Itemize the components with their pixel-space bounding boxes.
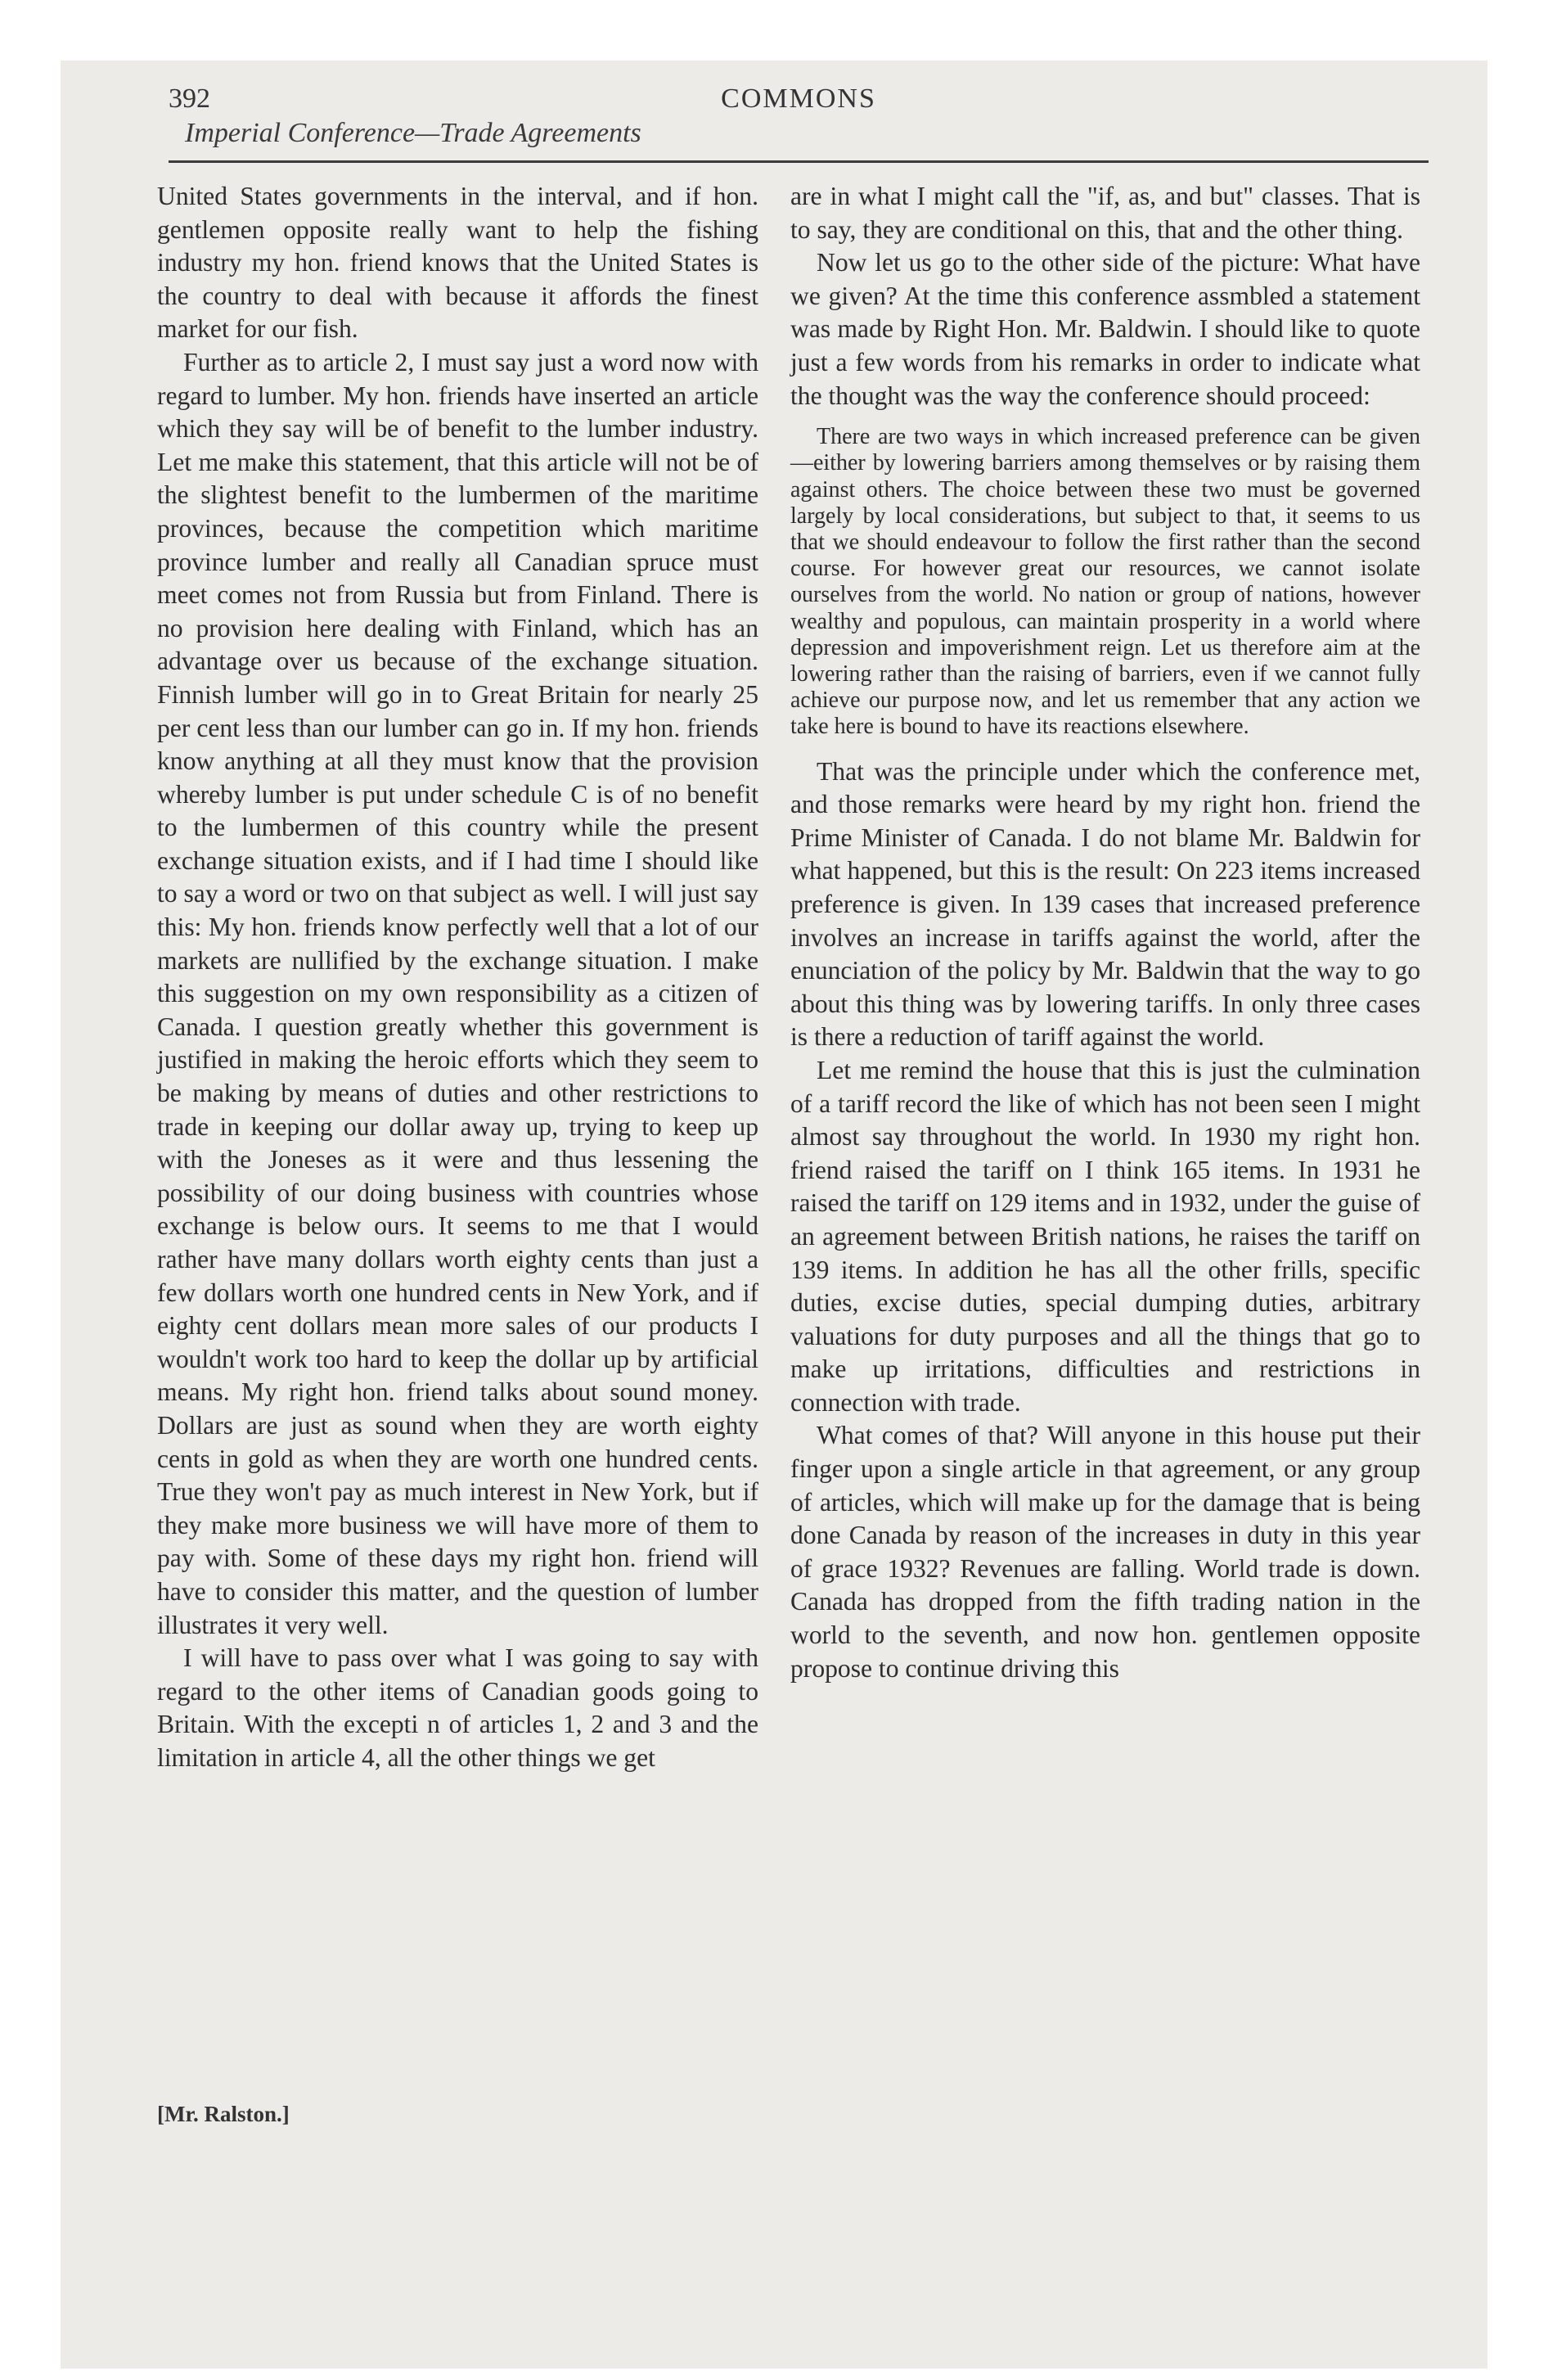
left-paragraph-1: United States governments in the interval, and if hon. gentlemen opposite really want to help the fishing industry my hon. friend knows that the United States is the country to deal with because it affords the finest market for our fish. bbox=[157, 182, 758, 344]
right-paragraph-3: That was the principle under which the conference met, and those remarks were heard by my right hon. friend the Prime Minister of Canada. I do not blame Mr. Baldwin for what happened, but this is the result: On 223 items increased preference is given. In 139 cases that increased preference involves an increase in tariffs against the world, after the enunciation of the policy by Mr. Baldwin that the way to go about this thing was by lowering tariffs. In only three cases is there a reduction of tariff against the world. bbox=[790, 756, 1420, 1052]
page-number: 392 bbox=[169, 83, 210, 114]
right-paragraph-4: Let me remind the house that this is just the culmination of a tariff record the like of which has not been seen I might almost say throughout the world. In 1930 my right hon. friend raised the tariff on I think 165 items. In 1931 he raised the tariff on 129 items and in 1932, under the guise of an agreement between British nations, he raises the tariff on 139 items. In addition he has all the other frills, specific duties, excise duties, special dumping duties, arbitrary valuations for duty purposes and all the things that go to make up irritations, difficulties and restrictions in connection with trade. bbox=[790, 1055, 1420, 1417]
left-column bbox=[157, 180, 758, 1775]
running-subtitle: Imperial Conference—Trade Agreements bbox=[185, 118, 641, 148]
right-paragraph-1: are in what I might call the "if, as, and but" classes. That is to say, they are conditional on this, that and the other thing. bbox=[790, 182, 1420, 244]
right-paragraph-2: Now let us go to the other side of the picture: What have we given? At the time this conference assmbled a statement was made by Right Hon. Mr. Baldwin. I should like to quote just a few words from his remarks in order to indicate what the thought was the way the conference should proceed: bbox=[790, 248, 1420, 410]
left-paragraph-3: I will have to pass over what I was going to say with regard to the other items of Canadian goods going to Britain. With the excepti n of articles 1, 2 and 3 and the limitation in article 4, all the other things we get bbox=[157, 1643, 758, 1772]
right-column bbox=[790, 180, 1420, 1685]
speaker-tag: [Mr. Ralston.] bbox=[157, 2102, 290, 2126]
section-title: COMMONS bbox=[721, 83, 876, 114]
block-quote: There are two ways in which increased preference can be given—either by lowering barriers among themselves or by raising them against others. The choice between these two must be governed largely by local considerations, but subject to that, it seems to us that we should endeavour to follow the first rather than the second course. For however great our resources, we cannot isolate ourselves from the world. No nation or group of nations, however wealthy and populous, can maintain prosperity in a world where depression and impoverishment reign. Let us therefore aim at the lowering rather than the raising of barriers, even if we cannot fully achieve our purpose now, and let us remember that any action we take here is bound to have its reactions elsewhere. bbox=[790, 424, 1420, 740]
right-paragraph-5: What comes of that? Will anyone in this house put their finger upon a single article in that agreement, or any group of articles, which will make up for the damage that is being done Canada by reason of the increases in duty in this year of grace 1932? Revenues are falling. World trade is down. Canada has dropped from the fifth trading nation in the world to the seventh, and now hon. gentlemen opposite propose to continue driving this bbox=[790, 1421, 1420, 1683]
left-paragraph-2: Further as to article 2, I must say just a word now with regard to lumber. My hon. friends have inserted an article which they say will be of benefit to the lumber industry. Let me make this statement, that this article will not be of the slightest benefit to the lumbermen of the maritime provinces, because the competition which maritime province lumber and really all Canadian spruce must meet comes not from Russia but from Finland. There is no provision here dealing with Finland, which has an advantage over us because of the exchange situation. Finnish lumber will go in to Great Britain for nearly 25 per cent less than our lumber can go in. If my hon. friends know anything at all they must know that the provision whereby lumber is put under schedule C is of no benefit to the lumbermen of this country while the present exchange situation exists, and if I had time I should like to say a word or two on that subject as well. I will just say this: My hon. friends know perfectly well that a lot of our markets are nullified by the exchange situation. I make this suggestion on my own responsibility as a citizen of Canada. I question greatly whether this government is justified in making the heroic efforts which they seem to be making by means of duties and other restrictions to trade in keeping our dollar away up, trying to keep up with the Joneses as it were and thus lessening the possibility of our doing business with countries whose exchange is below ours. It seems to me that I would rather have many dollars worth eighty cents than just a few dollars worth one hundred cents in New York, and if eighty cent dollars mean more sales of our products I wouldn't work too hard to keep the dollar up by artificial means. My right hon. friend talks about sound money. Dollars are just as sound when they are worth eighty cents in gold as when they are worth one hundred cents. True they won't pay as much interest in New York, but if they make more business we will have more of them to pay with. Some of these days my right hon. friend will have to consider this matter, and the question of lumber illustrates it very well. bbox=[157, 347, 758, 1639]
header-rule bbox=[169, 160, 1429, 163]
